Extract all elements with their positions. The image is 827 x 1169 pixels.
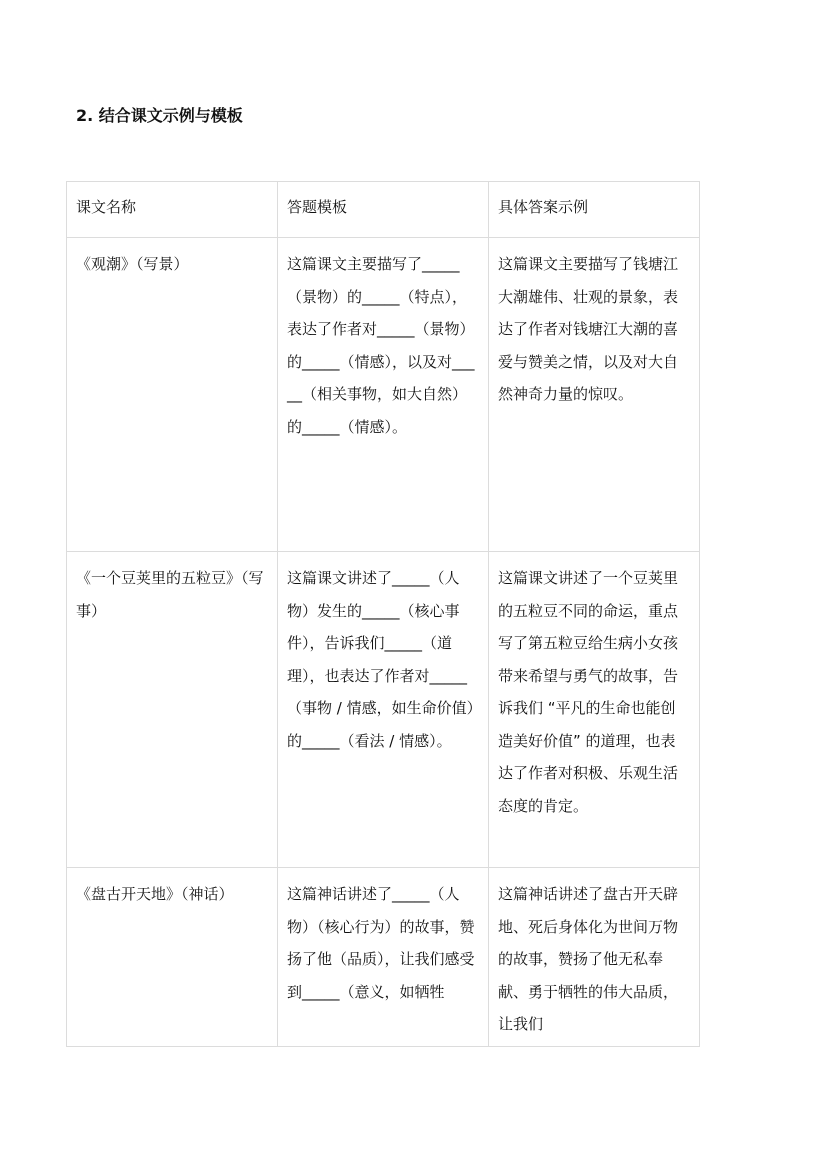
template-cell <box>278 868 489 1047</box>
lesson-name-cell: 《一个豆荚里的五粒豆》（写事） <box>67 552 278 868</box>
template-cell: 这篇课文讲述了_____（人物）发生的_____（核心事件），告诉我们_____（道理），也表达了作者对_____（事物 / 情感，如生命价值）的_____（看法 / 情感）。 <box>278 552 489 868</box>
header-cell-template: 答题模板 <box>278 182 489 238</box>
example-text: 这篇神话讲述了盘古开天辟地、死后身体化为世间万物的故事，赞扬了他无私奉献、勇于牺牲的伟大品质，让我们 <box>498 885 679 1033</box>
example-cell: 这篇课文主要描写了钱塘江大潮雄伟、壮观的景象，表达了作者对钱塘江大潮的喜爱与赞美之情，以及对大自然神奇力量的惊叹。 <box>489 238 700 552</box>
example-cell: 这篇课文讲述了一个豆荚里的五粒豆不同的命运，重点写了第五粒豆给生病小女孩带来希望与勇气的故事，告诉我们 “平凡的生命也能创造美好价值” 的道理，也表达了作者对积极、乐观生活态度的肯定。 <box>489 552 700 868</box>
lesson-name-cell <box>67 868 278 1047</box>
example-cell <box>489 868 700 1047</box>
table-row <box>67 552 700 868</box>
template-text: 这篇神话讲述了_____（人物）（核心行为）的故事，赞扬了他（品质），让我们感受到_____（意义，如牺牲 <box>287 885 475 1001</box>
header-cell-lesson-name: 课文名称 <box>67 182 278 238</box>
lesson-name-cell: 《观潮》（写景） <box>67 238 278 552</box>
section-heading: 2. 结合课文示例与模板 <box>76 106 243 125</box>
answer-template-table <box>66 181 700 1047</box>
table-row <box>67 868 700 1047</box>
table-row <box>67 238 700 552</box>
header-cell-example: 具体答案示例 <box>489 182 700 238</box>
lesson-name-text: 《盘古开天地》（神话） <box>76 885 234 903</box>
template-cell: 这篇课文主要描写了_____（景物）的_____（特点），表达了作者对_____（景物）的_____（情感），以及对_____（相关事物，如大自然）的_____（情感）。 <box>278 238 489 552</box>
table-header-row <box>67 182 700 238</box>
